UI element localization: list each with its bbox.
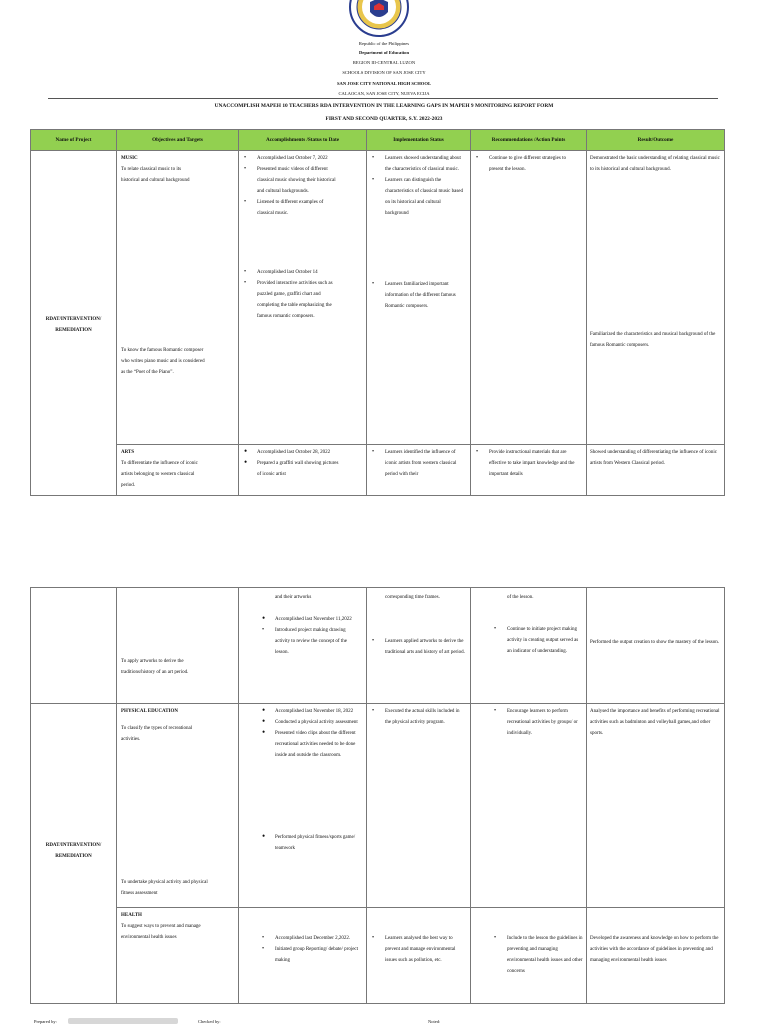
report-table-page2	[30, 587, 725, 1004]
list-item: • Presented video clips about the different recreational activities needed to be done inside and outside the classroom.	[275, 728, 359, 761]
recommendations-cell	[471, 151, 587, 445]
accomplishments-cell	[239, 151, 367, 445]
list-item: • Listened to different examples of classical music.	[257, 197, 341, 219]
report-title: UNACCOMPLISH MAPEH 10 TEACHERS RDA INTERVENTION IN THE LEARNING GAPS IN MAPEH 9 MONITORING REPORT FORM	[214, 103, 554, 109]
project-cell	[31, 704, 117, 1004]
header-divider	[48, 98, 718, 99]
recommendations-cell	[471, 445, 587, 496]
col-header-implementation: Implementation Status	[367, 130, 471, 151]
blurred-signature	[68, 1018, 178, 1024]
implementation-cell	[367, 151, 471, 445]
project-name: RDAT/INTERVENTION/ REMEDIATION	[45, 317, 102, 333]
objectives-cell: MUSIC To relate classical music to its historical and cultural background To know the famous Romantic composer who writes piano music and is considered as the “Poet of the Piano”.	[117, 151, 239, 445]
project-cell	[31, 151, 117, 496]
table-row-arts	[31, 445, 725, 496]
table-row-arts-continued	[31, 588, 725, 704]
noted-label: Noted:	[428, 1019, 441, 1024]
project-cell	[31, 588, 117, 704]
objectives-cell: ARTS To differentiate the influence of iconic artists belonging to western classical period.	[117, 445, 239, 496]
objectives-cell: To apply artworks to derive the traditions/history of an art period.	[117, 588, 239, 704]
list-item: • Conducted a physical activity assessment	[275, 717, 359, 728]
result-text: Performed the output creation to show the mastery of the lesson.	[590, 640, 719, 645]
implementation-cell	[367, 704, 471, 908]
deped-seal	[348, 0, 410, 38]
subject-label: MUSIC	[121, 156, 138, 161]
recommendations-cell: of the lesson. • Continue to initiate project making activity in creating output served as an indicator of understanding.	[471, 588, 587, 704]
list-item: • Accomplished last November 18, 2022	[275, 706, 359, 717]
header-department: Department of Education	[358, 50, 410, 55]
list-item: • Prepared a graffiti wall showing pictures of iconic artist	[257, 458, 341, 480]
implementation-cell	[367, 908, 471, 1004]
prepared-by-label: Prepared by:	[34, 1019, 57, 1024]
header-republic: Republic of the Philippines	[358, 41, 410, 46]
header-region: REGION III-CENTRAL LUZON	[352, 60, 416, 65]
result-text: Developed the awareness and knowledge on how to perform the activities with the accordance of guidelines in preventing and managing environmental health issues	[590, 936, 719, 963]
list-item: • Learners applied artworks to derive the traditional arts and history of art period.	[385, 636, 465, 658]
list-item: • Learners showed understanding about the characteristics of classical music.	[385, 153, 465, 175]
result-cell	[587, 908, 725, 1004]
list-item: • Accomplished last October 28, 2022	[257, 447, 341, 458]
implementation-cell	[367, 445, 471, 496]
result-text: Familiarized the characteristics and musical background of the famous Romantic composers.	[590, 332, 716, 348]
recommendations-cell	[471, 908, 587, 1004]
col-header-accomplishments: Accomplishments /Status to Date	[239, 130, 367, 151]
list-item: • Provide instructional materials that are effective to take impart knowledge and the important details	[489, 447, 581, 480]
col-header-result: Result/Outcome	[587, 130, 725, 151]
result-text: Analysed the importance and benefits of performing recreational activities such as badminton and volleyball games,and other sports.	[590, 709, 720, 736]
result-text: Demonstrated the basic understanding of relating classical music to its historical and cultural background.	[590, 156, 720, 172]
list-item: • Provided interactive activities such as puzzled game, graffiti chart and completing the table emphasizing the famous romantic composers.	[257, 278, 341, 322]
objectives-cell: PHYSICAL EDUCATION To classify the types of recreational activities. To undertake physical activity and physical fitness assessment	[117, 704, 239, 908]
checked-by-label: Checked by:	[198, 1019, 221, 1024]
col-header-project: Name of Project	[31, 130, 117, 151]
subject-label: PHYSICAL EDUCATION	[121, 709, 178, 714]
result-text: Showed understanding of differentiating the influence of iconic artists from Western Classical period.	[590, 450, 717, 466]
result-cell	[587, 151, 725, 445]
list-item: • Continue to initiate project making activity in creating output served as an indicator of understanding.	[507, 624, 583, 657]
list-item: • Learners familiarized important information of the different famous Romantic composers.	[385, 279, 465, 312]
table-row-pe	[31, 704, 725, 908]
list-item: • Accomplished last October 14	[257, 267, 341, 278]
recommendations-cell	[471, 704, 587, 908]
accomplishments-cell	[239, 704, 367, 908]
result-cell	[587, 588, 725, 704]
col-header-recommendations: Recommendations /Action Points	[471, 130, 587, 151]
list-item: • Include to the lesson the guidelines in preventing and managing environmental health issues and other concerns	[507, 933, 583, 977]
list-item: • Initiated group Reporting/ debate/ project making	[275, 944, 359, 966]
report-table-page1	[30, 129, 725, 496]
accomplishments-cell: and their artworks • Accomplished last November 11,2022 • Introduced project making drawing activity to review the concept of the lesson.	[239, 588, 367, 704]
project-name: RDAT/INTERVENTION/ REMEDIATION	[45, 843, 102, 859]
list-item: • Performed physical fitness/sports game/ teamwork	[275, 832, 359, 854]
report-subtitle: FIRST AND SECOND QUARTER, S.Y. 2022-2023	[325, 116, 443, 122]
result-cell	[587, 445, 725, 496]
header-address: CALAOCAN, SAN JOSE CITY, NUEVA ECIJA	[338, 91, 430, 96]
accomplishments-cell	[239, 908, 367, 1004]
implementation-cell: corresponding time frames. • Learners applied artworks to derive the traditional arts and history of art period.	[367, 588, 471, 704]
table-row-music	[31, 151, 725, 445]
list-item: • Encourage learners to perform recreational activities by groups/ or individually.	[507, 706, 583, 739]
list-item: • Introduced project making drawing activity to review the concept of the lesson.	[275, 625, 359, 658]
col-header-objectives: Objectives and Targets	[117, 130, 239, 151]
list-item: • Continue to give different strategies to present the lesson.	[489, 153, 581, 175]
subject-label: HEALTH	[121, 913, 142, 918]
subject-label: ARTS	[121, 450, 135, 455]
list-item: • Accomplished last December 2,2022.	[275, 933, 359, 944]
header-division: SCHOOLS DIVISION OF SAN JOSE CITY	[342, 70, 426, 75]
list-item: • Executed the actual skills included in the physical activity program.	[385, 706, 465, 728]
objectives-cell: HEALTH To suggest ways to prevent and manage environmental health issues	[117, 908, 239, 1004]
list-item: • Learners identified the influence of iconic artists from western classical period with their	[385, 447, 465, 480]
list-item: • Learners can distinguish the characteristics of classical music based on its historical and cultural background	[385, 175, 465, 219]
accomplishments-cell	[239, 445, 367, 496]
table-row-health	[31, 908, 725, 1004]
list-item: • Presented music videos of different classical music showing their historical and cultural backgrounds.	[257, 164, 341, 197]
list-item: • Accomplished last October 7, 2022	[257, 153, 341, 164]
list-item: • Accomplished last November 11,2022	[275, 614, 359, 625]
result-cell	[587, 704, 725, 908]
header-school: SAN JOSE CITY NATIONAL HIGH SCHOOL	[336, 81, 432, 86]
list-item: • Learners analysed the best way to prevent and manage environmental issues such as pollution, etc.	[385, 933, 465, 966]
